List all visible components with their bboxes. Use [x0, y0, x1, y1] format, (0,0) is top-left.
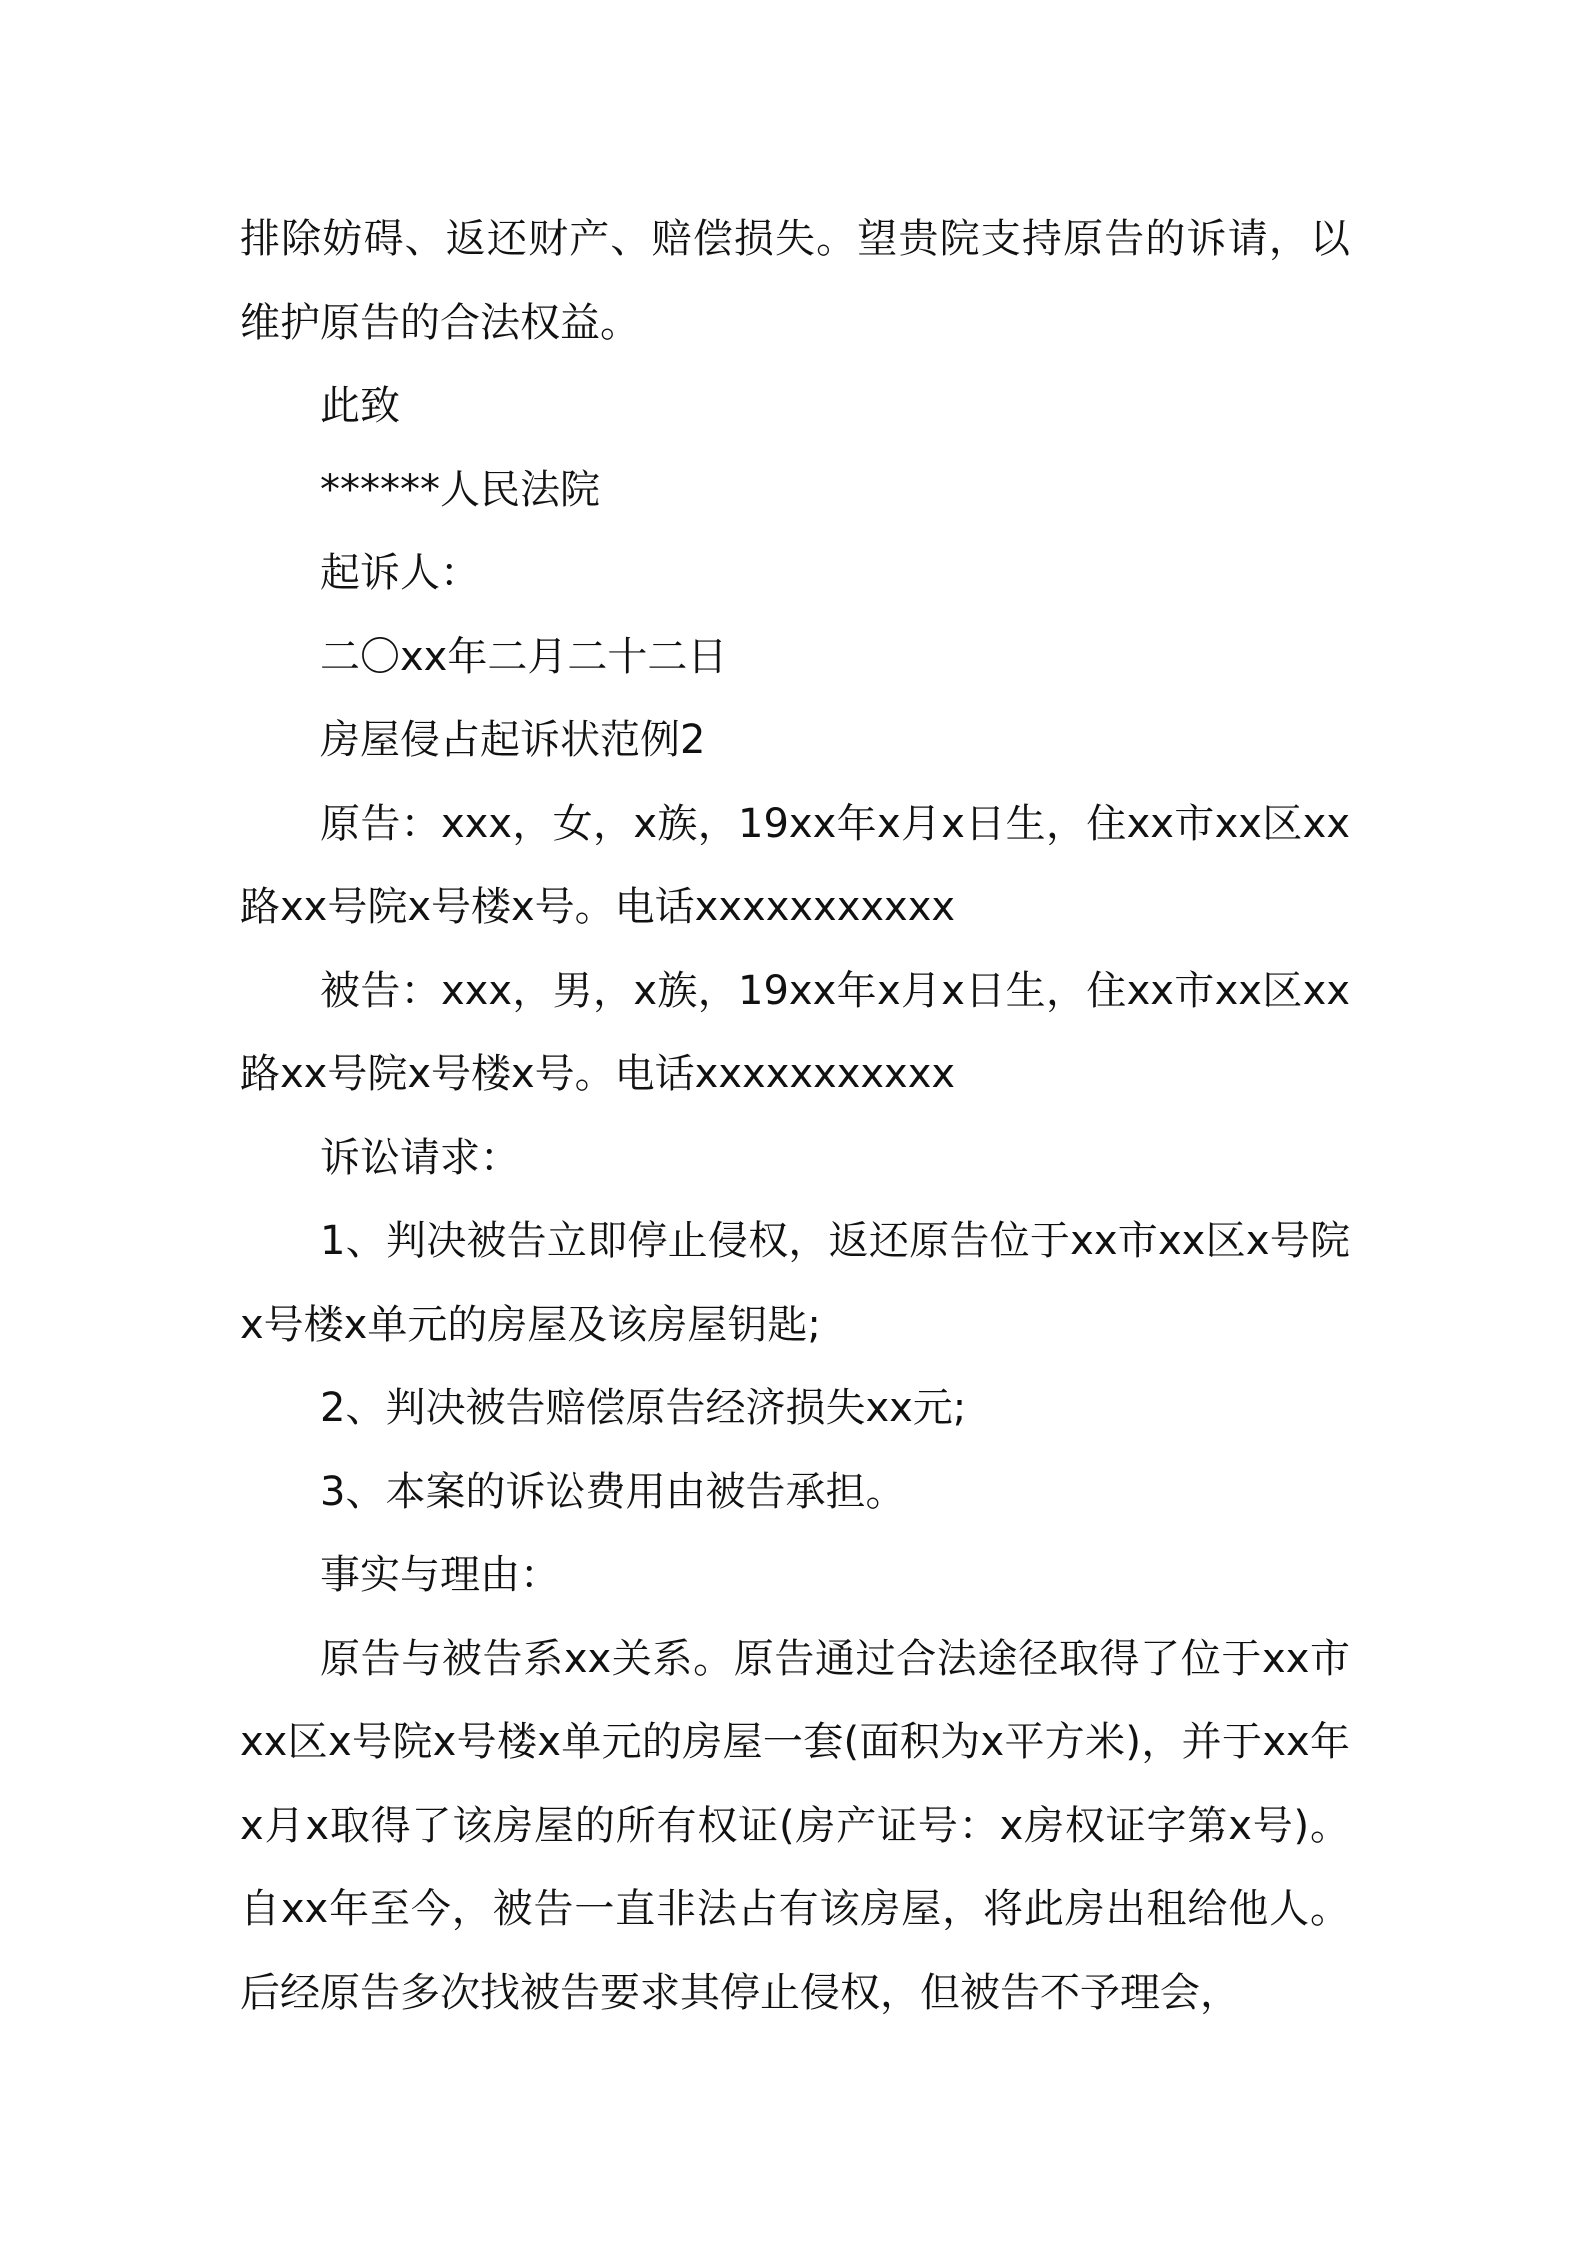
paragraph-defendant-info: 被告：xxx，男，x族，19xx年x月x日生，住xx市xx区xx路xx号院x号楼x号。电话xxxxxxxxxxx	[240, 967, 1350, 1097]
paragraph-date: 二〇xx年二月二十二日	[320, 633, 728, 680]
heading-facts-reasons: 事实与理由：	[320, 1552, 560, 1598]
paragraph-closing-request: 排除妨碍、返还财产、赔偿损失。望贵院支持原告的诉请，以维护原告的合法权益。	[240, 216, 1350, 346]
heading-claims: 诉讼请求：	[320, 1134, 520, 1181]
claim-item-3: 3、本案的诉讼费用由被告承担。	[320, 1468, 906, 1515]
claim-item-2: 2、判决被告赔偿原告经济损失xx元;	[320, 1385, 967, 1431]
section-title: 房屋侵占起诉状范例2	[320, 717, 706, 763]
paragraph-facts: 原告与被告系xx关系。原告通过合法途径取得了位于xx市xx区x号院x号楼x单元的房屋一套(面积为x平方米)，并于xx年x月x取得了该房屋的所有权证(房产证号：x房权证字第x号)。自xx年至今，被告一直非法占有该房屋，将此房出租给他人。后经原告多次找被告要求其停止侵权，但被告不予理会，	[240, 1635, 1350, 2016]
paragraph-plaintiff-info: 原告：xxx，女，x族，19xx年x月x日生，住xx市xx区xx路xx号院x号楼x号。电话xxxxxxxxxxx	[240, 800, 1350, 930]
claim-item-1: 1、判决被告立即停止侵权，返还原告位于xx市xx区x号院x号楼x单元的房屋及该房屋钥匙;	[240, 1218, 1350, 1348]
paragraph-court-name: ******人民法院	[320, 466, 600, 513]
paragraph-salutation: 此致	[320, 383, 400, 429]
document-body	[240, 198, 1350, 2035]
paragraph-plaintiff-signature: 起诉人：	[320, 550, 480, 596]
